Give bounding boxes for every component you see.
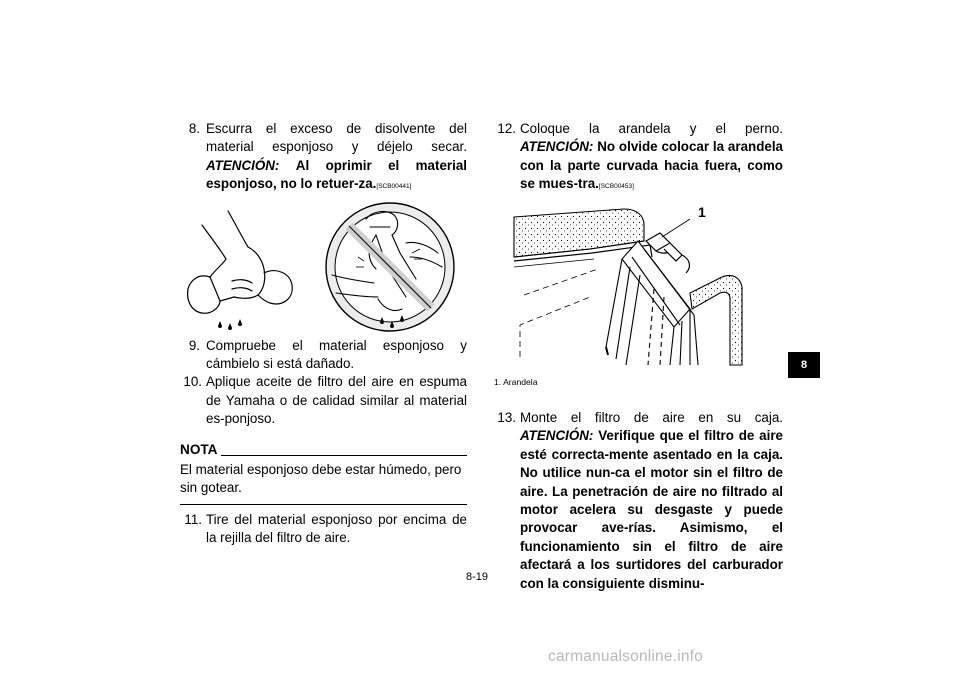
step-text: Tire del material esponjoso por encima de la rejilla del filtro de aire.	[206, 511, 467, 546]
attention-text: Al oprimir el material esponjoso, no lo retuer-za.	[206, 157, 467, 192]
step-12	[494, 120, 783, 197]
foam-block-right	[690, 275, 742, 365]
left-column	[180, 120, 467, 548]
attention-label: ATENCIÓN:	[520, 428, 594, 444]
figure-caption: 1. Arandela	[494, 376, 538, 387]
prohibited-twist-figure	[326, 203, 454, 331]
right-column	[494, 120, 783, 593]
step-8	[180, 120, 467, 197]
reference-code: [SCB00453]	[598, 183, 634, 191]
nota-end-rule	[180, 504, 467, 505]
step-9	[180, 337, 467, 374]
page-number: 8-19	[466, 571, 489, 583]
step-number: 12.	[497, 121, 516, 136]
step-number: 9.	[188, 337, 200, 353]
watermark-text: carmanualsonline.info	[548, 648, 703, 665]
nota-label: NOTA	[180, 441, 218, 457]
callout-leader	[662, 219, 690, 237]
step-number: 11.	[184, 511, 202, 527]
step-number: 10.	[183, 374, 202, 390]
nota-heading	[180, 441, 467, 459]
step-13	[494, 409, 783, 593]
step-11	[180, 511, 467, 548]
step-text: Coloque la arandela y el perno.	[520, 121, 783, 136]
step-text: Monte el filtro de aire en su caja.	[520, 410, 783, 426]
foam-squeeze-illustration	[180, 197, 467, 337]
reference-code: [SCB00441]	[376, 183, 412, 191]
nota-rule	[221, 455, 467, 456]
attention-label: ATENCIÓN:	[520, 139, 594, 155]
attention-label: ATENCIÓN:	[206, 157, 280, 173]
filter-element	[606, 241, 698, 365]
step-text: Escurra el exceso de disolvente del material esponjoso y déjelo secar.	[206, 121, 467, 155]
attention-text: No olvide colocar la arandela con la parte curvada hacia fuera, como se mues-tra.	[520, 139, 783, 192]
step-text: Aplique aceite de filtro del aire en espuma de Yamaha o de calidad similar al material es-ponjoso.	[206, 374, 467, 427]
squeeze-hand-figure	[188, 211, 293, 313]
step-number: 8.	[188, 121, 200, 136]
drip-drops	[218, 319, 242, 330]
callout-number: 1	[698, 203, 706, 220]
attention-text: Verifique que el filtro de aire esté correcta-mente asentado en la caja. No utilice nun-ca el motor sin el filtro de aire. La penetración de aire no filtrado al motor acelera su desgaste y puede provocar ave-rías. Asimismo, el funcionamiento sin el filtro de aire afectará a los surtidores del carburador con la consiguiente disminu-	[520, 428, 783, 591]
step-10	[180, 373, 467, 428]
step-number: 13.	[497, 410, 516, 426]
air-filter-box-illustration	[494, 197, 783, 371]
nota-text: El material esponjoso debe estar húmedo, pero sin gotear.	[180, 462, 462, 496]
step-text: Compruebe el material esponjoso y cámbielo si está dañado.	[206, 337, 467, 372]
chapter-tab: 8	[788, 352, 820, 378]
